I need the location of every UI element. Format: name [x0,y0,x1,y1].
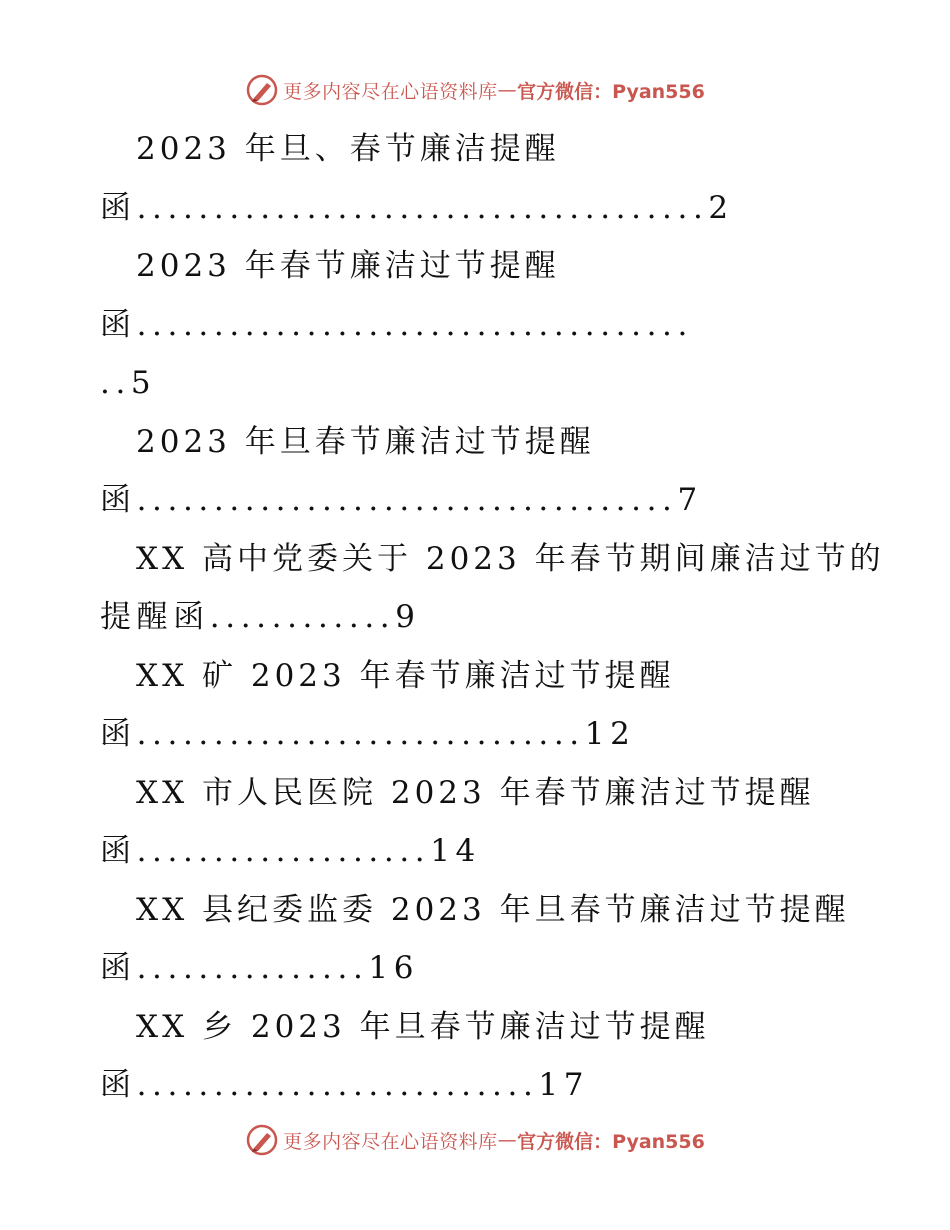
toc-entry[interactable] [100,413,860,530]
toc-entry[interactable] [100,237,860,413]
toc-entry[interactable] [100,881,860,998]
pen-logo-icon [245,73,279,107]
watermark-dash: — [497,79,518,101]
watermark-suffix: 官方微信：Pyan556 [517,1130,705,1153]
toc-entry-leader-page: 函.....................................2 [100,189,734,226]
toc-entry[interactable] [100,120,860,237]
toc-entry-title: XX 高中党委关于 2023 年春节期间廉洁过节的 [136,540,885,577]
toc-entry[interactable] [100,764,860,881]
toc-entry[interactable] [100,647,860,764]
toc-entry-title: 2023 年旦、春节廉洁提醒 [136,131,560,167]
page-footer-watermark [0,1120,950,1160]
toc-entry-leader: 函.................................... [100,306,693,343]
toc-entry-title: 2023 年春节廉洁过节提醒 [136,248,560,284]
watermark-dash: — [497,1129,518,1151]
toc-entry-title: XX 乡 2023 年旦春节廉洁过节提醒 [136,1008,710,1045]
toc-entry-leader-page: 函.............................12 [100,716,636,752]
pen-logo-icon [245,1123,279,1157]
toc-entry-title: XX 矿 2023 年春节廉洁过节提醒 [136,657,675,694]
toc-entry-leader-page: 函...................................7 [100,482,703,518]
toc-entry-leader-page: 函...............16 [100,950,420,986]
toc-entry-leader-page: 提醒函............9 [100,599,421,635]
toc-entry-leader-page: 函...................14 [100,833,481,869]
watermark-text: 更多内容尽在心语资料库 [283,1130,498,1153]
watermark-suffix: 官方微信：Pyan556 [517,80,705,103]
toc-entry-title: 2023 年旦春节廉洁过节提醒 [136,423,595,460]
table-of-contents [100,120,885,1115]
watermark-text: 更多内容尽在心语资料库 [283,80,498,103]
toc-entry-page: ..5 [100,365,157,401]
toc-entry-title: XX 市人民医院 2023 年春节廉洁过节提醒 [136,774,815,811]
toc-entry[interactable] [100,998,860,1115]
page-header-watermark [0,70,950,110]
toc-entry[interactable] [100,530,885,647]
toc-entry-leader-page: 函..........................17 [100,1067,590,1103]
toc-entry-title: XX 县纪委监委 2023 年旦春节廉洁过节提醒 [136,891,850,928]
